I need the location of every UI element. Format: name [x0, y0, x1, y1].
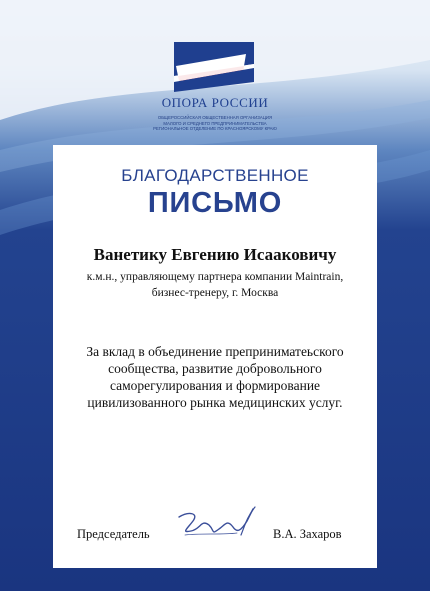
handwritten-signature — [171, 505, 261, 545]
letter-title-line1: БЛАГОДАРСТВЕННОЕ — [121, 166, 309, 185]
recipient-name: Ванетику Евгению Исааковичу — [93, 245, 337, 264]
recipient-details-line: бизнес-тренеру, г. Москва — [151, 287, 279, 299]
org-subtitle-line: ОБЩЕРОССИЙСКАЯ ОБЩЕСТВЕННАЯ ОРГАНИЗАЦИЯ — [157, 115, 273, 120]
signature-name: В.А. Захаров — [273, 527, 342, 541]
signature-role: Председатель — [77, 527, 150, 541]
org-subtitle-line: МАЛОГО И СРЕДНЕГО ПРЕДПРИНИМАТЕЛЬСТВА — [163, 120, 267, 126]
recipient-details — [53, 269, 377, 301]
letter-body-line: саморегулирования и формирование — [109, 378, 321, 393]
org-subtitle — [150, 115, 280, 132]
letter-title-line2: ПИСЬМО — [147, 187, 283, 219]
org-subtitle-line: РЕГИОНАЛЬНОЕ ОТДЕЛЕНИЕ ПО КРАСНОЯРСКОМУ КРАЮ — [153, 126, 277, 132]
letter-body — [53, 343, 377, 411]
letter-body-line: За вклад в объединение преприниматеьского — [86, 344, 344, 359]
org-name: ОПОРА РОССИИ — [161, 95, 269, 110]
opora-flag-logo — [174, 42, 254, 92]
letter-body-line: цивилизованного рынка медицинских услуг. — [87, 395, 343, 410]
letter-body-line: сообщества, развитие добровольного — [108, 361, 322, 376]
recipient-details-line: к.м.н., управляющему партнера компании Maintrain, — [86, 271, 344, 283]
letter-card — [53, 145, 377, 568]
